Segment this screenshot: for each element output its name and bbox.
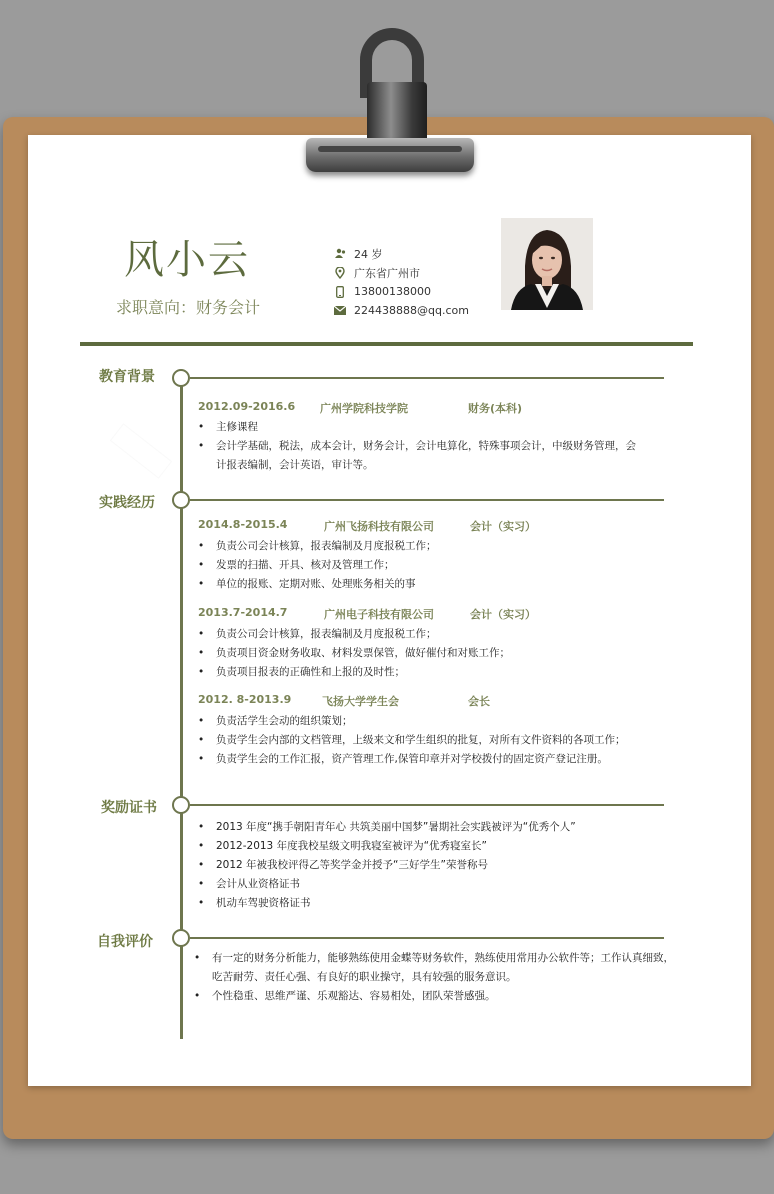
section-rule-experience (190, 499, 664, 501)
list-item: • 2012-2013 年度我校星级文明我寝室被评为“优秀寝室长” (198, 837, 668, 856)
entry-organization: 广州飞扬科技有限公司 (324, 520, 434, 533)
list-item: • 2013 年度“携手朝阳青年心 共筑美丽中国梦”暑期社会实践被评为“优秀个人” (198, 818, 668, 837)
email-icon (334, 305, 346, 317)
experience-items-1 (198, 537, 668, 594)
experience-items-3 (198, 712, 668, 769)
education-entry-header (198, 400, 668, 414)
entry-date: 2014.8-2015.4 (198, 518, 288, 531)
section-title-awards: 奖励证书 (101, 800, 157, 816)
list-item: • 负责学生会内部的文档管理，上级来文和学生组织的批复，对所有文件资料的各项工作； (198, 731, 668, 750)
list-item: 计报表编制，会计英语，审计等。 (216, 459, 374, 471)
header-divider (80, 342, 693, 346)
phone-icon (334, 286, 346, 298)
entry-date: 2012.09-2016.6 (198, 400, 296, 413)
list-item: • 发票的扫描、开具、核对及管理工作； (198, 556, 668, 575)
awards-items (198, 818, 668, 913)
self-evaluation-items (194, 949, 684, 1006)
list-item: • 2012 年被我校评得乙等奖学金并授予“三好学生”荣誉称号 (198, 856, 668, 875)
list-item: • 会计学基础，税法，成本会计，财务会计，会计电算化，特殊事项会计，中级财务管理，会 (198, 437, 668, 456)
entry-organization: 飞扬大学学生会 (322, 695, 399, 708)
clip-body (367, 82, 427, 142)
section-rule-self-evaluation (190, 937, 664, 939)
list-item: • 负责公司会计核算，报表编制及月度报税工作； (198, 537, 668, 556)
entry-date: 2012. 8-2013.9 (198, 693, 292, 706)
entry-organization: 广州学院科技学院 (320, 402, 408, 415)
timeline-node-self-evaluation (172, 929, 190, 947)
phone-text: 13800138000 (354, 285, 431, 298)
section-title-education: 教育背景 (99, 369, 155, 385)
section-title-self-evaluation: 自我评价 (97, 934, 153, 950)
contact-info (334, 244, 469, 320)
age-icon (334, 248, 346, 260)
list-item: • 机动车驾驶资格证书 (198, 894, 668, 913)
list-item: • 负责项目资金财务收取、材料发票保管，做好催付和对账工作； (198, 644, 668, 663)
education-items (198, 418, 668, 475)
profile-photo (501, 218, 593, 310)
contact-phone (334, 282, 469, 301)
clip-base (306, 138, 474, 172)
list-item: • 负责学生会的工作汇报，资产管理工作,保管印章并对学校拨付的固定资产登记注册。 (198, 750, 668, 769)
entry-role: 会计（实习） (470, 520, 536, 533)
candidate-name: 风小云 (124, 237, 250, 283)
list-item: • 单位的报账、定期对账、处理账务相关的事 (198, 575, 668, 594)
experience-entry-header (198, 518, 668, 532)
section-rule-awards (190, 804, 664, 806)
list-item: • 会计从业资格证书 (198, 875, 668, 894)
section-title-experience: 实践经历 (99, 495, 155, 511)
timeline-node-experience (172, 491, 190, 509)
location-text: 广东省广州市 (354, 266, 420, 280)
contact-age (334, 244, 469, 263)
list-item: • 负责公司会计核算，报表编制及月度报税工作； (198, 625, 668, 644)
entry-date: 2013.7-2014.7 (198, 606, 288, 619)
job-intent: 求职意向：财务会计 (116, 298, 261, 317)
clip-slot (318, 146, 462, 152)
entry-role: 会长 (468, 695, 490, 708)
email-text: 224438888@qq.com (354, 304, 469, 317)
list-item: 吃苦耐劳、责任心强、有良好的职业操守，具有较强的服务意识。 (212, 971, 517, 983)
entry-role: 财务(本科) (468, 402, 523, 415)
experience-entry-header (198, 606, 668, 620)
list-item: • 有一定的财务分析能力，能够熟练使用金蝶等财务软件，熟练使用常用办公软件等；工作认真细致， (194, 949, 684, 968)
timeline-node-awards (172, 796, 190, 814)
experience-entry-header (198, 693, 668, 707)
section-rule-education (190, 377, 664, 379)
list-item: • 个性稳重、思维严谨、乐观豁达、容易相处，团队荣誉感强。 (194, 987, 684, 1006)
location-pin-icon (334, 267, 346, 279)
entry-organization: 广州电子科技有限公司 (324, 608, 434, 621)
list-item: • 主修课程 (198, 418, 668, 437)
list-item: • 负责项目报表的正确性和上报的及时性； (198, 663, 668, 682)
contact-location (334, 263, 469, 282)
entry-role: 会计（实习） (470, 608, 536, 621)
experience-items-2 (198, 625, 668, 682)
age-text: 24 岁 (354, 247, 383, 261)
contact-email (334, 301, 469, 320)
list-item: • 负责活学生会动的组织策划； (198, 712, 668, 731)
timeline-node-education (172, 369, 190, 387)
